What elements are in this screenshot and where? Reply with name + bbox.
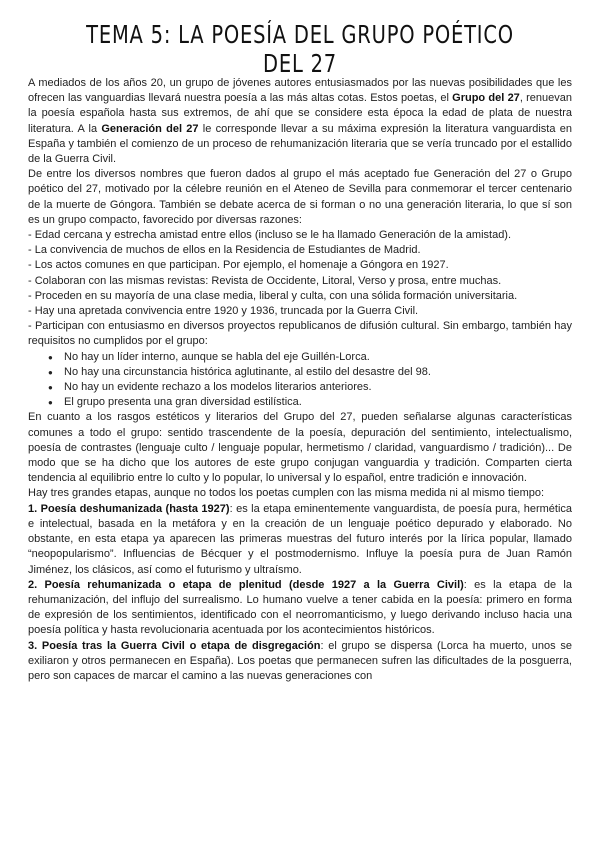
intro-text: le corresponde llevar a su máxima expresión la literatura vanguardista en España y también el comienzo de un proceso de rehumanización literaria que se vería truncado por el estallido de la Guerra Civil. <box>28 122 572 166</box>
stage-text: : el grupo se dispersa (Lorca ha muerto, unos se exiliaron y otros permanecen en España). Los poetas que permanecen sufren las dificultades de la posguerra, pero son capaces de marcar el camino a las nuevas generaciones con <box>28 639 572 682</box>
stage-heading: 2. Poesía rehumanizada o etapa de plenitud (desde 1927 a la Guerra Civil) <box>28 578 464 591</box>
stage-2 <box>28 578 572 639</box>
reason-item: - Hay una apretada convivencia entre 1920 y 1936, truncada por la Guerra Civil. <box>28 305 419 318</box>
stage-heading: 3. Poesía tras la Guerra Civil o etapa de disgregación <box>28 639 321 652</box>
intro-text: , renuevan la poesía española hasta sus extremos, de ahí que se considere esta época la edad de plata de nuestra literatura. A la <box>28 92 572 135</box>
stage-3 <box>28 639 572 685</box>
stages-intro: Hay tres grandes etapas, aunque no todos los poetas cumplen con las misma medida ni al mismo tiempo: <box>28 487 545 500</box>
reason-item: - La convivencia de muchos de ellos en la Residencia de Estudiantes de Madrid. <box>28 244 421 257</box>
document-body <box>28 76 572 684</box>
stage-text: : es la etapa eminentemente vanguardista, de poesía pura, hermética e intelectual, basada en la metáfora y en la creación de un lenguaje poético depurado y elaborado. No obstante, en esta etapa ya aparecen las primeras muestras del futuro interés por la lírica popular, llamado “neopopularismo”. Influencias de Bécquer y el postmodernismo. Influye la poesía pura de Juan Ramón Jiménez, los clásicos, así como el futurismo y ultraísmo. <box>28 502 573 576</box>
bullet-item: ● No hay una circunstancia histórica aglutinante, al estilo del desastre del 98. <box>64 365 572 380</box>
intro-paragraph-1 <box>28 76 572 167</box>
stage-1 <box>28 502 572 578</box>
bullet-item: ● No hay un líder interno, aunque se habla del eje Guillén-Lorca. <box>64 350 572 365</box>
reason-item: - Proceden en su mayoría de una clase media, liberal y culta, con una sólida formación universitaria. <box>28 289 518 302</box>
unmet-requirements-list <box>28 350 572 411</box>
reason-item: - Edad cercana y estrecha amistad entre ellos (incluso se le ha llamado Generación de la amistad). <box>28 229 512 242</box>
reason-item: - Los actos comunes en que participan. Por ejemplo, el homenaje a Góngora en 1927. <box>28 259 449 272</box>
traits-paragraph: En cuanto a los rasgos estéticos y literarios del Grupo del 27, pueden señalarse algunas características comunes a todo el grupo: sentido trascendente de la poesía, depuración del sentimiento, intelectualismo, poesía de contrastes (lenguaje culto / lenguaje popular, hermetismo / claridad, vanguardismo / tradición)... De modo que se ha dicho que los autores de este grupo conjugan vanguardia y tradición. Comparten cierta tendencia al equilibrio entre lo culto y lo popular, lo universal y lo español, entre tradición e innovación. <box>28 411 572 485</box>
reason-item: - Colaboran con las mismas revistas: Revista de Occidente, Litoral, Verso y prosa, entre muchas. <box>28 274 502 287</box>
stage-heading: 1. Poesía deshumanizada (hasta 1927) <box>28 502 230 515</box>
reason-item: - Participan con entusiasmo en diversos proyectos republicanos de difusión cultural. Sin embargo, también hay requisitos no cumplidos por el grupo: <box>28 320 572 348</box>
intro-text: A mediados de los años 20, un grupo de jóvenes autores entusiasmados por las nuevas posibilidades que les ofrecen las vanguardias llevará nuestra poesía a las más altas cotas. Estos poetas, el <box>28 77 572 105</box>
bullet-item: ● El grupo presenta una gran diversidad estilística. <box>64 395 572 410</box>
intro-paragraph-2: De entre los diversos nombres que fueron dados al grupo el más aceptado fue Generación del 27 o Grupo poético del 27, motivado por la célebre reunión en el Ateneo de Sevilla para conmemorar el tercer centenario de la muerte de Góngora. También se debate acerca de si forman o no una generación literaria, lo que sí son es un grupo compacto, favorecido por diversas razones: <box>28 168 572 226</box>
bold-term: Generación del 27 <box>101 122 199 135</box>
bold-term: Grupo del 27 <box>452 92 520 105</box>
page-title: TEMA 5: LA POESÍA DEL GRUPO POÉTICO DEL 27 <box>86 20 514 78</box>
stage-text: : es la etapa de la rehumanización, del influjo del surrealismo. Lo humano vuelve a tener cabida en la poesía: primero en forma de expresión de los sentimientos, identificado con el neorromanticismo, y luego derivando incluso hacia una poesía política y hasta revolucionaria acentuada por los acontecimientos históricos. <box>28 578 572 637</box>
bullet-item: ● No hay un evidente rechazo a los modelos literarios anteriores. <box>64 380 572 395</box>
